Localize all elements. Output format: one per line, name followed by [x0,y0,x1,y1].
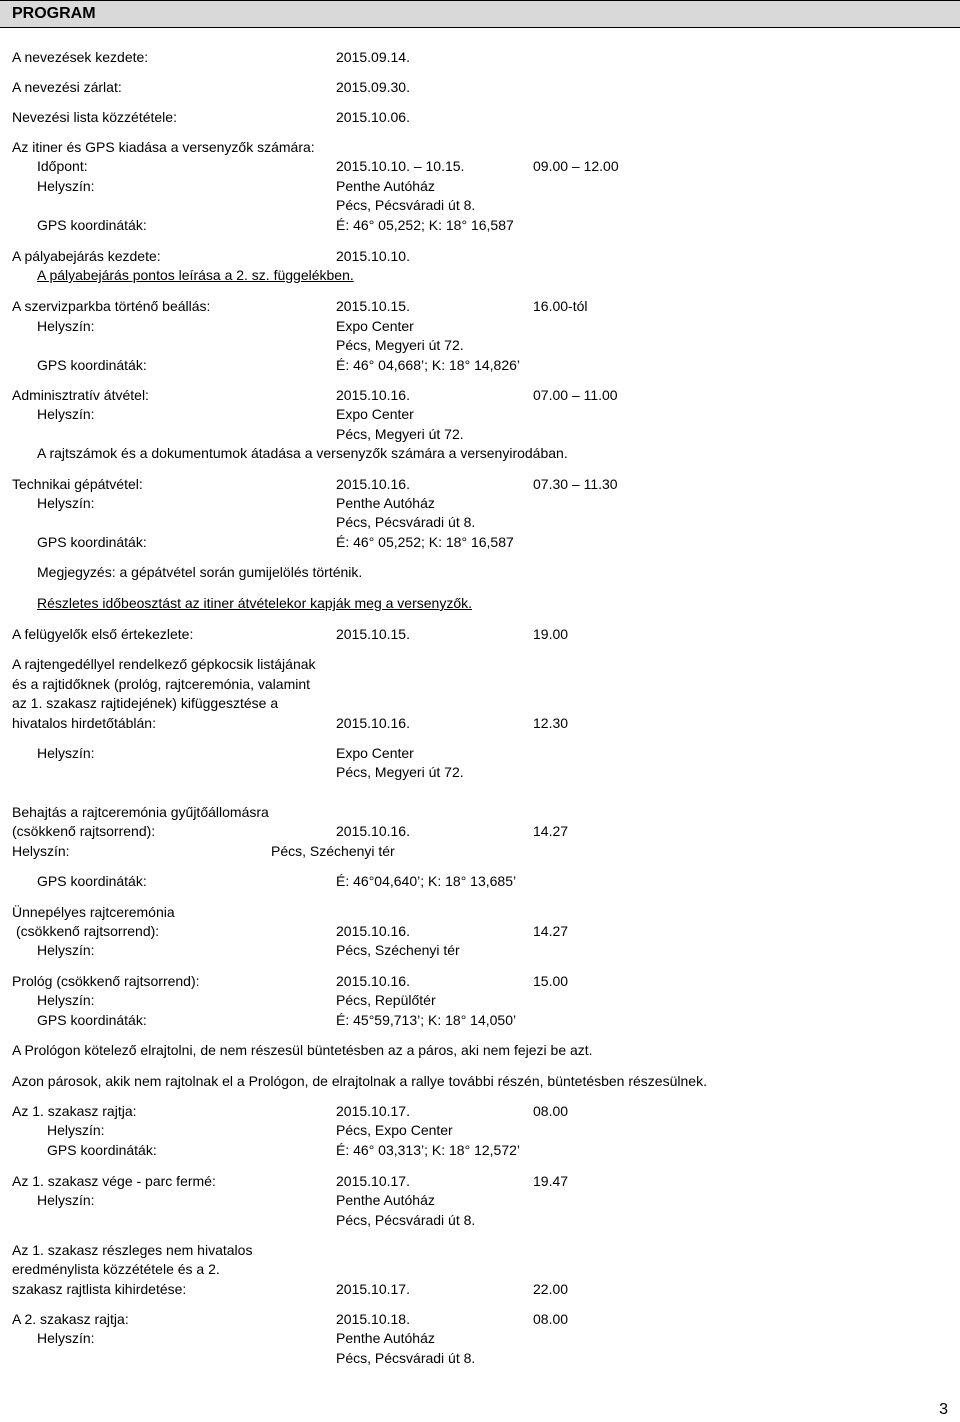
admin-check-date: 2015.10.16. [336,387,410,403]
entries-open-label: A nevezések kezdete: [12,49,149,65]
startlist-address: Pécs, Megyeri út 72. [336,764,464,780]
startlist-time: 12.30 [533,715,569,731]
leg1-start-gps: É: 46° 03,313’; K: 18° 12,572’ [336,1142,520,1158]
prologue-gps-label: GPS koordináták: [37,1012,147,1028]
prologue-rule-2: Azon párosok, akik nem rajtolnak el a Prológon, de elrajtolnak a rallye további részén, büntetésben részesülnek. [12,1073,707,1089]
scrutineering-note: Megjegyzés: a gépátvétel során gumijelölés történik. [37,564,363,580]
leg1-end-venue: Penthe Autóház [336,1192,435,1208]
itinerary-venue: Penthe Autóház [336,178,435,194]
prologue-venue: Pécs, Repülőtér [336,992,436,1008]
leg2-startlist-time: 22.00 [533,1281,569,1297]
assembly-gps: É: 46°04,640’; K: 18° 13,685’ [336,873,517,889]
leg1-start-date: 2015.10.17. [336,1103,410,1119]
startlist-venue-label: Helyszín: [37,745,95,761]
admin-check-venue: Expo Center [336,406,414,422]
leg2-startlist-date: 2015.10.17. [336,1281,410,1297]
servicepark-label: A szervizparkba történő beállás: [12,298,211,314]
ceremony-time: 14.27 [533,923,569,939]
servicepark-venue: Expo Center [336,318,414,334]
scrutineering-label: Technikai gépátvétel: [12,476,143,492]
page-number: 3 [939,1401,948,1418]
servicepark-time: 16.00-tól [533,298,588,314]
leg1-start-venue: Pécs, Expo Center [336,1122,453,1138]
program-header [0,0,960,28]
admin-check-label: Adminisztratív átvétel: [12,387,149,403]
admin-check-note: A rajtszámok és a dokumentumok átadása a versenyzők számára a versenyirodában. [37,445,568,461]
stewards-meeting-date: 2015.10.15. [336,626,410,642]
leg1-end-time: 19.47 [533,1173,569,1189]
itinerary-heading: Az itiner és GPS kiadása a versenyzők számára: [12,139,315,155]
startlist-venue: Expo Center [336,745,414,761]
servicepark-address: Pécs, Megyeri út 72. [336,337,464,353]
leg1-end-address: Pécs, Pécsváradi út 8. [336,1212,476,1228]
recce-date: 2015.10.10. [336,248,410,264]
prologue-label: Prológ (csökkenő rajtsorrend): [12,973,200,989]
scrutineering-venue: Penthe Autóház [336,495,435,511]
assembly-line-1: Behajtás a rajtceremónia gyűjtőállomásra [12,804,269,820]
startlist-line-3: az 1. szakasz rajtidejének) kifüggesztése a [12,695,279,711]
servicepark-gps-label: GPS koordináták: [37,357,147,373]
scrutineering-time: 07.30 – 11.30 [533,476,618,492]
scrutineering-date: 2015.10.16. [336,476,410,492]
leg1-start-time: 08.00 [533,1103,569,1119]
servicepark-venue-label: Helyszín: [37,318,95,334]
ceremony-venue: Pécs, Széchenyi tér [336,942,460,958]
scrutineering-address: Pécs, Pécsváradi út 8. [336,514,476,530]
leg1-end-venue-label: Helyszín: [37,1192,95,1208]
assembly-date: 2015.10.16. [336,823,410,839]
assembly-venue-label: Helyszín: [12,843,70,859]
leg1-start-gps-label: GPS koordináták: [47,1142,157,1158]
startlist-label: hivatalos hirdetőtáblán: [12,715,156,731]
recce-appendix-link[interactable]: A pályabejárás pontos leírása a 2. sz. függelékben. [37,267,354,283]
scrutineering-venue-label: Helyszín: [37,495,95,511]
assembly-time: 14.27 [533,823,569,839]
entry-list-label: Nevezési lista közzététele: [12,109,177,125]
leg2-start-time: 08.00 [533,1311,569,1327]
itinerary-venue-label: Helyszín: [37,178,95,194]
startlist-line-1: A rajtengedéllyel rendelkező gépkocsik listájának [12,656,316,672]
leg1-start-label: Az 1. szakasz rajtja: [12,1103,137,1119]
itinerary-gps-label: GPS koordináták: [37,217,147,233]
admin-check-time: 07.00 – 11.00 [533,387,618,403]
itinerary-dates: 2015.10.10. – 10.15. [336,158,465,174]
ceremony-venue-label: Helyszín: [37,942,95,958]
scrutineering-gps: É: 46° 05,252; K: 18° 16,587 [336,534,514,550]
assembly-label: (csökkenő rajtsorrend): [12,823,156,839]
ceremony-date: 2015.10.16. [336,923,410,939]
admin-check-address: Pécs, Megyeri út 72. [336,426,464,442]
leg1-end-label: Az 1. szakasz vége - parc fermé: [12,1173,216,1189]
assembly-venue: Pécs, Széchenyi tér [271,843,395,859]
timetable-note: Részletes időbeosztást az itiner átvételekor kapják meg a versenyzők. [37,595,472,611]
leg1-results-line-2: eredménylista közzététele és a 2. [12,1261,220,1277]
itinerary-address: Pécs, Pécsváradi út 8. [336,197,476,213]
servicepark-date: 2015.10.15. [336,298,410,314]
admin-check-venue-label: Helyszín: [37,406,95,422]
recce-label: A pályabejárás kezdete: [12,248,161,264]
prologue-gps: É: 45°59,713’; K: 18° 14,050’ [336,1012,517,1028]
ceremony-label: (csökkenő rajtsorrend): [16,923,160,939]
assembly-gps-label: GPS koordináták: [37,873,147,889]
itinerary-hours: 09.00 – 12.00 [533,158,619,174]
leg2-start-address: Pécs, Pécsváradi út 8. [336,1350,476,1366]
leg2-startlist-label: szakasz rajtlista kihirdetése: [12,1281,187,1297]
entries-open-date: 2015.09.14. [336,49,410,65]
entry-list-date: 2015.10.06. [336,109,410,125]
leg2-start-label: A 2. szakasz rajtja: [12,1311,129,1327]
leg2-start-venue-label: Helyszín: [37,1330,95,1346]
startlist-line-2: és a rajtidőknek (prológ, rajtceremónia, valamint [12,676,311,692]
scrutineering-gps-label: GPS koordináták: [37,534,147,550]
entries-close-date: 2015.09.30. [336,79,410,95]
leg1-end-date: 2015.10.17. [336,1173,410,1189]
servicepark-gps: É: 46° 04,668’; K: 18° 14,826’ [336,357,520,373]
prologue-venue-label: Helyszín: [37,992,95,1008]
leg2-start-venue: Penthe Autóház [336,1330,435,1346]
stewards-meeting-label: A felügyelők első értekezlete: [12,626,194,642]
itinerary-gps: É: 46° 05,252; K: 18° 16,587 [336,217,514,233]
startlist-date: 2015.10.16. [336,715,410,731]
leg1-results-line-1: Az 1. szakasz részleges nem hivatalos [12,1242,253,1258]
leg2-start-date: 2015.10.18. [336,1311,410,1327]
ceremony-line-1: Ünnepélyes rajtceremónia [12,904,175,920]
entries-close-label: A nevezési zárlat: [12,79,122,95]
stewards-meeting-time: 19.00 [533,626,569,642]
itinerary-time-label: Időpont: [37,158,88,174]
prologue-rule-1: A Prológon kötelező elrajtolni, de nem részesül büntetésben az a páros, aki nem fejezi be azt. [12,1042,593,1058]
program-title: PROGRAM [12,5,96,22]
prologue-date: 2015.10.16. [336,973,410,989]
prologue-time: 15.00 [533,973,569,989]
leg1-start-venue-label: Helyszín: [47,1122,105,1138]
